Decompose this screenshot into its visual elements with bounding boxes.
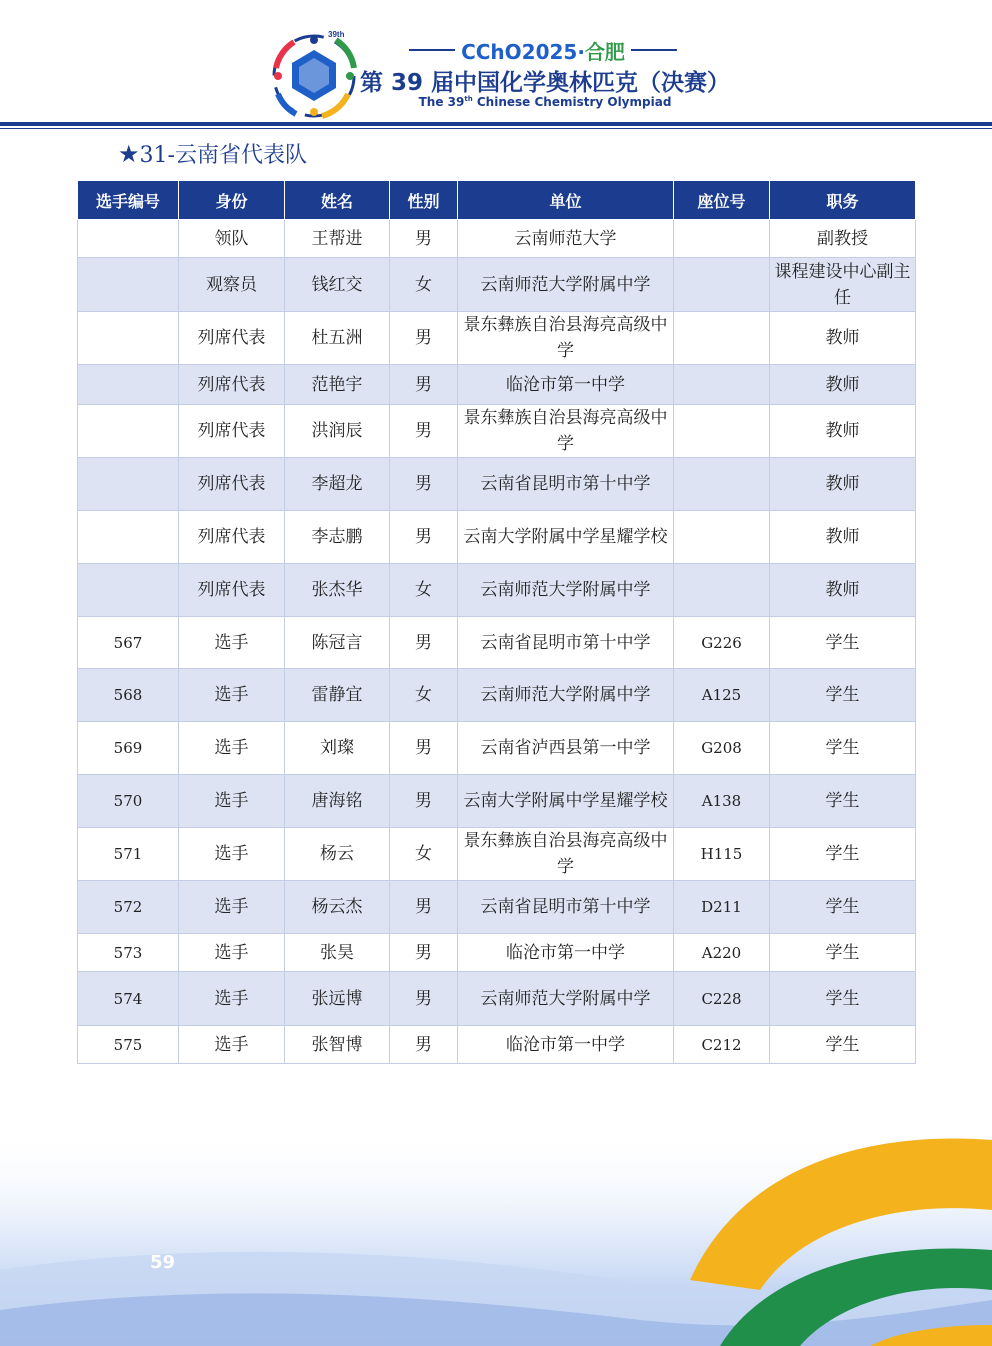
- svg-text:39th: 39th: [328, 30, 345, 39]
- cell-name: 杨云杰: [285, 881, 390, 934]
- cell-id: 574: [78, 972, 179, 1026]
- cell-title: 教师: [770, 365, 916, 405]
- table-row: [78, 458, 916, 511]
- cell-id: 573: [78, 934, 179, 972]
- cell-name: 张杰华: [285, 564, 390, 617]
- cell-gender: 男: [390, 405, 458, 458]
- table-row: [78, 258, 916, 312]
- table-row: [78, 722, 916, 775]
- cell-name: 刘璨: [285, 722, 390, 775]
- cell-gender: 男: [390, 775, 458, 828]
- cell-gender: 男: [390, 972, 458, 1026]
- cell-name: 雷静宜: [285, 669, 390, 722]
- cell-title: 学生: [770, 881, 916, 934]
- event-title-en: The 39th Chinese Chemistry Olympiad: [418, 95, 672, 109]
- cell-gender: 男: [390, 934, 458, 972]
- cell-name: 钱红交: [285, 258, 390, 312]
- page-header: [0, 0, 992, 124]
- table-row: [78, 934, 916, 972]
- cell-name: 张远博: [285, 972, 390, 1026]
- cell-id: [78, 564, 179, 617]
- cell-seat: [674, 405, 770, 458]
- cell-seat: G208: [674, 722, 770, 775]
- event-title-cn: 第 39 届中国化学奥林匹克（决赛）: [360, 70, 731, 96]
- table-row: [78, 312, 916, 365]
- cell-gender: 女: [390, 258, 458, 312]
- cell-seat: A138: [674, 775, 770, 828]
- event-label: CChO2025·合肥: [461, 39, 625, 64]
- cell-seat: [674, 312, 770, 365]
- cell-title: 学生: [770, 669, 916, 722]
- cell-id: 568: [78, 669, 179, 722]
- team-name: 31-云南省代表队: [139, 143, 307, 168]
- table-row: [78, 669, 916, 722]
- cell-gender: 男: [390, 458, 458, 511]
- cell-gender: 男: [390, 312, 458, 365]
- footer-decoration: [0, 1130, 992, 1346]
- cell-title: 教师: [770, 405, 916, 458]
- event-city: 合肥: [584, 39, 625, 64]
- cell-seat: [674, 511, 770, 564]
- cell-seat: C228: [674, 972, 770, 1026]
- cell-unit: 云南师范大学附属中学: [458, 972, 674, 1026]
- cell-gender: 男: [390, 365, 458, 405]
- table-row: [78, 881, 916, 934]
- cell-gender: 男: [390, 1026, 458, 1064]
- cell-role: 选手: [179, 1026, 285, 1064]
- table-row: [78, 775, 916, 828]
- cell-title: 教师: [770, 312, 916, 365]
- table-row: [78, 405, 916, 458]
- cell-title: 学生: [770, 934, 916, 972]
- cell-seat: A220: [674, 934, 770, 972]
- cell-role: 列席代表: [179, 312, 285, 365]
- cell-role: 选手: [179, 828, 285, 881]
- col-header-unit: 单位: [458, 181, 674, 220]
- page-number: 59: [150, 1252, 176, 1273]
- col-header-title: 职务: [770, 181, 916, 220]
- cell-unit: 景东彝族自治县海亮高级中学: [458, 405, 674, 458]
- header-rule: [0, 122, 992, 126]
- cell-gender: 女: [390, 669, 458, 722]
- table-row: [78, 1026, 916, 1064]
- cell-role: 列席代表: [179, 405, 285, 458]
- cell-unit: 云南省泸西县第一中学: [458, 722, 674, 775]
- cell-id: [78, 511, 179, 564]
- cell-seat: C212: [674, 1026, 770, 1064]
- cell-title: 学生: [770, 775, 916, 828]
- cell-id: [78, 365, 179, 405]
- cell-seat: [674, 564, 770, 617]
- cell-id: [78, 405, 179, 458]
- cell-title: 教师: [770, 458, 916, 511]
- cell-role: 列席代表: [179, 365, 285, 405]
- cell-gender: 女: [390, 828, 458, 881]
- cell-role: 选手: [179, 722, 285, 775]
- cell-id: [78, 312, 179, 365]
- cell-role: 列席代表: [179, 564, 285, 617]
- cell-gender: 女: [390, 564, 458, 617]
- cell-title: 学生: [770, 722, 916, 775]
- cell-name: 张昊: [285, 934, 390, 972]
- col-header-name: 姓名: [285, 181, 390, 220]
- cell-role: 列席代表: [179, 458, 285, 511]
- cell-name: 杜五洲: [285, 312, 390, 365]
- cell-title: 副教授: [770, 220, 916, 258]
- cell-unit: 云南大学附属中学星耀学校: [458, 775, 674, 828]
- cell-name: 杨云: [285, 828, 390, 881]
- col-header-id: 选手编号: [78, 181, 179, 220]
- cell-name: 李志鹏: [285, 511, 390, 564]
- cell-unit: 景东彝族自治县海亮高级中学: [458, 828, 674, 881]
- cell-name: 张智博: [285, 1026, 390, 1064]
- cell-role: 选手: [179, 617, 285, 669]
- cell-id: [78, 220, 179, 258]
- cell-gender: 男: [390, 617, 458, 669]
- cell-unit: 云南师范大学: [458, 220, 674, 258]
- cell-gender: 男: [390, 511, 458, 564]
- table-row: [78, 564, 916, 617]
- event-code: CChO2025: [461, 39, 578, 64]
- star-icon: ★: [118, 140, 140, 168]
- cell-role: 领队: [179, 220, 285, 258]
- cell-id: 567: [78, 617, 179, 669]
- cell-name: 洪润辰: [285, 405, 390, 458]
- col-header-seat: 座位号: [674, 181, 770, 220]
- cell-id: 572: [78, 881, 179, 934]
- cell-unit: 云南省昆明市第十中学: [458, 458, 674, 511]
- cell-unit: 临沧市第一中学: [458, 365, 674, 405]
- table-row: [78, 220, 916, 258]
- cell-role: 观察员: [179, 258, 285, 312]
- cell-role: 选手: [179, 972, 285, 1026]
- cell-unit: 云南师范大学附属中学: [458, 258, 674, 312]
- table-row: [78, 617, 916, 669]
- cell-unit: 景东彝族自治县海亮高级中学: [458, 312, 674, 365]
- cell-unit: 云南师范大学附属中学: [458, 564, 674, 617]
- cell-id: 570: [78, 775, 179, 828]
- cell-gender: 男: [390, 881, 458, 934]
- cell-role: 列席代表: [179, 511, 285, 564]
- section-title: [118, 138, 307, 170]
- cell-unit: 临沧市第一中学: [458, 1026, 674, 1064]
- banner-dash-left: [409, 49, 455, 51]
- cell-title: 课程建设中心副主任: [770, 258, 916, 312]
- table-row: [78, 828, 916, 881]
- cell-title: 学生: [770, 972, 916, 1026]
- table-row: [78, 365, 916, 405]
- cell-gender: 男: [390, 722, 458, 775]
- event-banner: [396, 37, 690, 63]
- cell-id: 575: [78, 1026, 179, 1064]
- col-header-role: 身份: [179, 181, 285, 220]
- cell-unit: 云南大学附属中学星耀学校: [458, 511, 674, 564]
- cell-title: 学生: [770, 828, 916, 881]
- header-rule-thin: [0, 128, 992, 129]
- cell-role: 选手: [179, 775, 285, 828]
- cell-name: 唐海铭: [285, 775, 390, 828]
- cell-id: [78, 458, 179, 511]
- cell-seat: G226: [674, 617, 770, 669]
- cell-name: 王帮进: [285, 220, 390, 258]
- table-row: [78, 511, 916, 564]
- cell-name: 李超龙: [285, 458, 390, 511]
- cell-seat: A125: [674, 669, 770, 722]
- cell-seat: [674, 365, 770, 405]
- cell-seat: [674, 458, 770, 511]
- cell-gender: 男: [390, 220, 458, 258]
- cell-name: 范艳宇: [285, 365, 390, 405]
- cell-unit: 云南师范大学附属中学: [458, 669, 674, 722]
- cell-seat: [674, 220, 770, 258]
- table-header-row: [78, 181, 916, 220]
- cell-seat: H115: [674, 828, 770, 881]
- cell-id: [78, 258, 179, 312]
- cell-role: 选手: [179, 881, 285, 934]
- cell-title: 教师: [770, 564, 916, 617]
- cell-unit: 云南省昆明市第十中学: [458, 881, 674, 934]
- cell-role: 选手: [179, 669, 285, 722]
- cell-title: 学生: [770, 1026, 916, 1064]
- cell-unit: 云南省昆明市第十中学: [458, 617, 674, 669]
- cell-title: 学生: [770, 617, 916, 669]
- team-roster-table: [77, 180, 916, 1064]
- cell-title: 教师: [770, 511, 916, 564]
- cell-name: 陈冠言: [285, 617, 390, 669]
- cell-seat: [674, 258, 770, 312]
- ccho-logo-icon: [266, 28, 362, 120]
- cell-id: 571: [78, 828, 179, 881]
- cell-seat: D211: [674, 881, 770, 934]
- banner-dash-right: [631, 49, 677, 51]
- col-header-gender: 性别: [390, 181, 458, 220]
- cell-id: 569: [78, 722, 179, 775]
- cell-unit: 临沧市第一中学: [458, 934, 674, 972]
- cell-role: 选手: [179, 934, 285, 972]
- table-row: [78, 972, 916, 1026]
